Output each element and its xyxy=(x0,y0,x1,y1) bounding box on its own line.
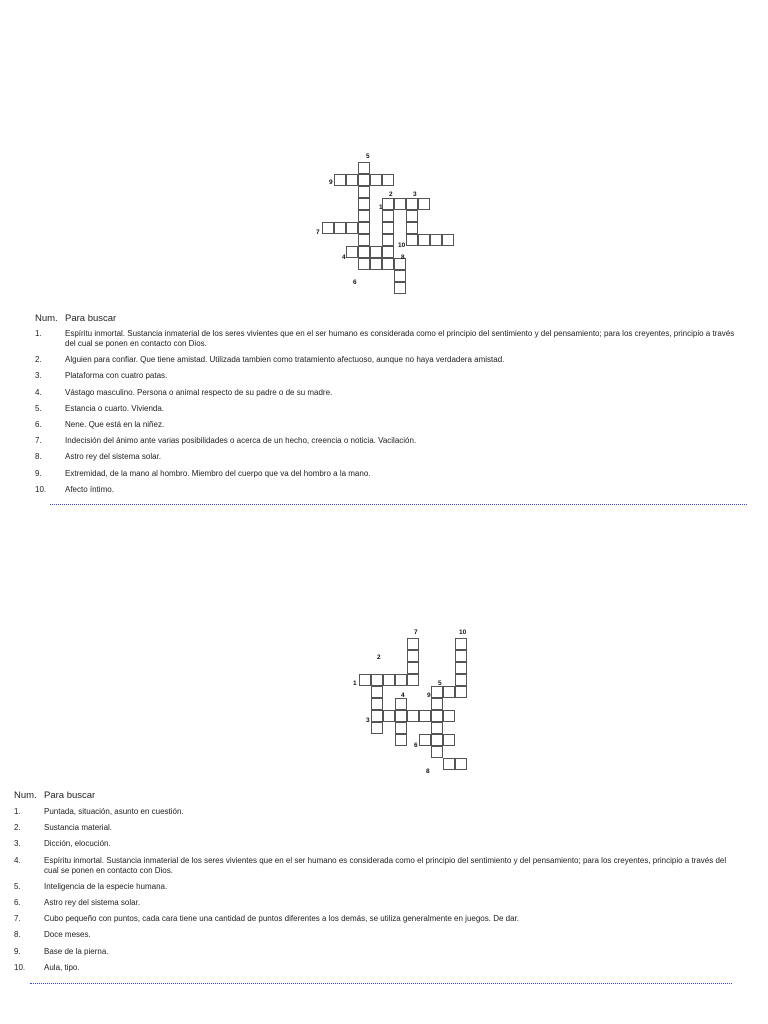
grid-cell[interactable] xyxy=(370,246,382,258)
clue-text: Cubo pequeño con puntos, cada cara tiene una cantidad de puntos diferentes a los demás, se utiliza generalmente en juegos. De dar. xyxy=(44,914,519,924)
clues-header-1 xyxy=(35,313,116,324)
clue-item xyxy=(35,404,747,414)
clue-list-1 xyxy=(35,329,747,501)
grid-number: 4 xyxy=(342,254,346,261)
clue-number: 1. xyxy=(35,329,42,338)
grid-number: 6 xyxy=(353,279,357,286)
clue-number: 1. xyxy=(14,807,21,816)
clue-item xyxy=(35,329,747,349)
clue-item xyxy=(35,355,747,365)
grid-cell[interactable] xyxy=(395,734,407,746)
clue-number: 10. xyxy=(14,962,26,972)
clue-item xyxy=(35,388,747,398)
grid-cell[interactable] xyxy=(370,258,382,270)
grid-cell[interactable] xyxy=(371,686,383,698)
clue-item xyxy=(14,930,732,940)
grid-number: 2 xyxy=(389,191,393,198)
grid-cell[interactable] xyxy=(382,222,394,234)
grid-cell[interactable] xyxy=(358,210,370,222)
grid-cell[interactable] xyxy=(407,662,419,674)
header-title: Para buscar xyxy=(65,313,117,324)
clue-number: 5. xyxy=(14,881,21,891)
grid-cell[interactable] xyxy=(455,686,467,698)
clue-number: 3. xyxy=(35,371,42,381)
clue-number: 2. xyxy=(14,823,21,833)
grid-cell[interactable] xyxy=(383,674,395,686)
grid-cell[interactable] xyxy=(443,686,455,698)
clue-number: 6. xyxy=(14,897,21,907)
clue-item xyxy=(35,452,747,462)
grid-cell[interactable] xyxy=(382,174,394,186)
clue-number: 8. xyxy=(35,452,42,462)
grid-cell[interactable] xyxy=(359,674,371,686)
grid-cell[interactable] xyxy=(407,710,419,722)
clue-item xyxy=(14,947,732,957)
clue-text: Alguien para confiar. Que tiene amistad. Utilizada tambien como tratamiento afectuoso, aunque no haya verdadera amistad. xyxy=(65,355,505,365)
clue-text: Afecto íntimo. xyxy=(65,484,114,494)
grid-cell[interactable] xyxy=(371,710,383,722)
clue-number: 2. xyxy=(35,355,42,365)
grid-cell[interactable] xyxy=(358,162,370,174)
clue-item xyxy=(14,823,732,833)
clue-text: Puntada, situación, asunto en cuestión. xyxy=(44,807,184,816)
clue-number: 3. xyxy=(14,839,21,849)
grid-number: 9 xyxy=(329,179,333,186)
grid-number: 3 xyxy=(366,717,370,724)
grid-cell[interactable] xyxy=(394,198,406,210)
grid-cell[interactable] xyxy=(382,198,394,210)
grid-cell[interactable] xyxy=(394,270,406,282)
clue-item xyxy=(14,882,732,892)
header-num-label: Num. xyxy=(35,313,58,324)
grid-cell[interactable] xyxy=(406,222,418,234)
grid-cell[interactable] xyxy=(334,222,346,234)
grid-number: 8 xyxy=(426,768,430,775)
grid-cell[interactable] xyxy=(418,198,430,210)
grid-cell[interactable] xyxy=(431,746,443,758)
grid-cell[interactable] xyxy=(431,686,443,698)
grid-cell[interactable] xyxy=(395,674,407,686)
clue-text: Espíritu inmortal. Sustancia inmaterial de los seres vivientes que en el ser humano es considerada como el principio del sentimiento y del pensamiento; para los creyentes, principio a través del cual se ponen en contacto con Dios. xyxy=(65,329,735,348)
clue-text: Base de la pierna. xyxy=(44,946,109,956)
grid-cell[interactable] xyxy=(419,734,431,746)
clue-number: 7. xyxy=(14,914,21,924)
grid-cell[interactable] xyxy=(322,222,334,234)
clue-text: Extremidad, de la mano al hombro. Miembro del cuerpo que va del hombro a la mano. xyxy=(65,468,371,478)
grid-cell[interactable] xyxy=(443,710,455,722)
clue-number: 9. xyxy=(35,468,42,478)
grid-number: 8 xyxy=(401,254,405,261)
grid-cell[interactable] xyxy=(382,246,394,258)
grid-cell[interactable] xyxy=(371,722,383,734)
grid-cell[interactable] xyxy=(407,650,419,662)
grid-cell[interactable] xyxy=(371,674,383,686)
clue-number: 7. xyxy=(35,436,42,446)
grid-cell[interactable] xyxy=(358,222,370,234)
grid-cell[interactable] xyxy=(455,674,467,686)
grid-cell[interactable] xyxy=(395,710,407,722)
grid-cell[interactable] xyxy=(419,710,431,722)
clue-item xyxy=(35,469,747,479)
grid-cell[interactable] xyxy=(370,174,382,186)
grid-cell[interactable] xyxy=(431,710,443,722)
grid-cell[interactable] xyxy=(358,234,370,246)
grid-cell[interactable] xyxy=(455,638,467,650)
grid-cell[interactable] xyxy=(431,734,443,746)
clue-text: Astro rey del sistema solar. xyxy=(65,452,162,462)
clue-item xyxy=(35,436,747,446)
grid-number: 7 xyxy=(414,629,418,636)
grid-number: 10 xyxy=(459,629,467,636)
grid-cell[interactable] xyxy=(382,210,394,222)
grid-number: 5 xyxy=(366,153,370,160)
grid-cell[interactable] xyxy=(358,246,370,258)
grid-cell[interactable] xyxy=(358,174,370,186)
clue-item xyxy=(14,914,732,924)
grid-number: 7 xyxy=(316,229,320,236)
grid-cell[interactable] xyxy=(382,258,394,270)
grid-cell[interactable] xyxy=(430,234,442,246)
clue-text: Indecisión del ánimo ante varias posibilidades o acerca de un hecho, creencia o noticia. Vacilación. xyxy=(65,436,417,446)
clues-header-2 xyxy=(14,790,95,801)
clue-text: Espíritu inmortal. Sustancia inmaterial de los seres vivientes que en el ser humano es considerada como el principio del sentimiento y del pensamiento; para los creyentes, principio a través del cual se ponen en contacto con Dios. xyxy=(44,855,727,875)
clue-number: 4. xyxy=(35,387,42,397)
clue-text: Inteligencia de la especie humana. xyxy=(44,881,168,891)
clue-text: Estancia o cuarto. Vivienda. xyxy=(65,403,165,413)
grid-cell[interactable] xyxy=(382,234,394,246)
clue-number: 9. xyxy=(14,946,21,956)
divider-2 xyxy=(30,983,732,984)
grid-cell[interactable] xyxy=(395,722,407,734)
grid-cell[interactable] xyxy=(395,698,407,710)
grid-cell[interactable] xyxy=(455,662,467,674)
grid-cell[interactable] xyxy=(407,674,419,686)
clue-number: 6. xyxy=(35,419,42,429)
clue-list-2 xyxy=(14,807,732,979)
clue-number: 4. xyxy=(14,855,21,865)
grid-number: 3 xyxy=(413,191,417,198)
grid-cell[interactable] xyxy=(383,710,395,722)
grid-number: 4 xyxy=(401,692,405,699)
grid-number: 1 xyxy=(353,680,357,687)
header-title: Para buscar xyxy=(44,790,96,801)
clue-number: 10. xyxy=(35,484,47,494)
grid-number: 6 xyxy=(414,742,418,749)
grid-cell[interactable] xyxy=(334,174,346,186)
grid-cell[interactable] xyxy=(407,638,419,650)
grid-cell[interactable] xyxy=(443,734,455,746)
clue-text: Nene. Que está en la niñez. xyxy=(65,419,165,429)
clue-item xyxy=(35,371,747,381)
grid-cell[interactable] xyxy=(346,246,358,258)
grid-cell[interactable] xyxy=(455,650,467,662)
clue-text: Sustancia material. xyxy=(44,823,113,833)
clue-text: Astro rey del sistema solar. xyxy=(44,897,141,907)
grid-cell[interactable] xyxy=(358,258,370,270)
grid-cell[interactable] xyxy=(346,222,358,234)
grid-cell[interactable] xyxy=(443,758,455,770)
grid-cell[interactable] xyxy=(358,198,370,210)
clue-text: Vástago masculino. Persona o animal respecto de su padre o de su madre. xyxy=(65,387,333,397)
clue-text: Aula, tipo. xyxy=(44,962,80,972)
grid-number: 5 xyxy=(438,680,442,687)
clue-item xyxy=(14,856,732,876)
grid-cell[interactable] xyxy=(346,174,358,186)
grid-cell[interactable] xyxy=(394,282,406,294)
clue-text: Dicción, elocución. xyxy=(44,839,111,849)
clue-item xyxy=(35,420,747,430)
clue-text: Doce meses. xyxy=(44,930,91,940)
clue-text: Plataforma con cuatro patas. xyxy=(65,371,168,381)
grid-number: 2 xyxy=(377,654,381,661)
clue-item xyxy=(35,485,747,495)
clue-item xyxy=(14,963,732,973)
grid-cell[interactable] xyxy=(406,234,418,246)
header-num-label: Num. xyxy=(14,790,37,801)
grid-number: 9 xyxy=(427,692,431,699)
grid-number: 1 xyxy=(379,204,383,211)
grid-cell[interactable] xyxy=(431,722,443,734)
clue-item xyxy=(14,807,732,817)
grid-cell[interactable] xyxy=(371,698,383,710)
clue-number: 8. xyxy=(14,930,21,940)
grid-cell[interactable] xyxy=(431,698,443,710)
clue-number: 5. xyxy=(35,403,42,413)
grid-cell[interactable] xyxy=(358,186,370,198)
divider-1 xyxy=(50,504,747,505)
clue-item xyxy=(14,898,732,908)
grid-cell[interactable] xyxy=(442,234,454,246)
grid-cell[interactable] xyxy=(406,198,418,210)
grid-cell[interactable] xyxy=(406,210,418,222)
grid-cell[interactable] xyxy=(455,758,467,770)
grid-cell[interactable] xyxy=(418,234,430,246)
clue-item xyxy=(14,839,732,849)
grid-number: 10 xyxy=(398,242,406,249)
